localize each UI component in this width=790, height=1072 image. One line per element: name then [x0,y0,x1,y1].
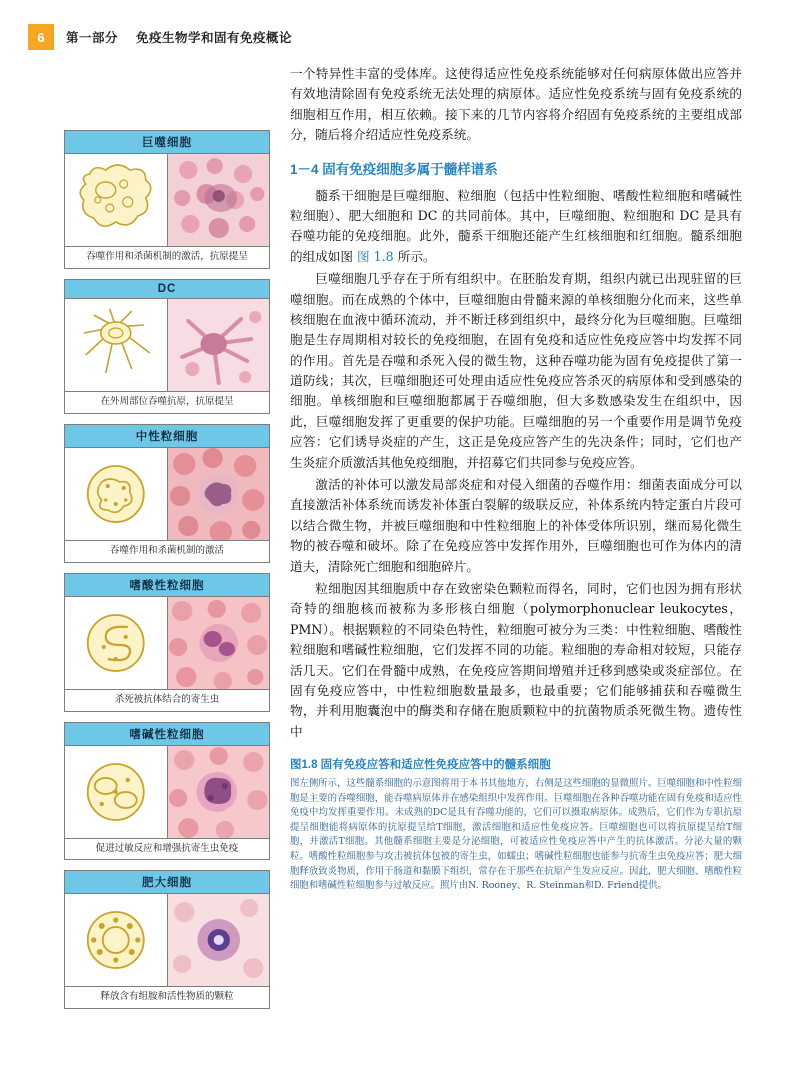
macrophage-drawing-icon [65,154,168,246]
page-number: 6 [28,24,54,50]
cell-caption: 促进过敏反应和增强抗寄生虫免疫 [65,838,269,860]
cell-caption: 吞噬作用和杀菌机制的激活，抗原提呈 [65,246,269,268]
header-title-group [66,28,292,46]
page-header [28,24,762,50]
cell-images [65,448,269,540]
paragraph-2-part-a: 髓系干细胞是巨噬细胞、粒细胞（包括中性粒细胞、嗜酸性粒细胞和嗜碱性粒细胞）、肥大细胞和 DC 的共同前体。其中，巨噬细胞、粒细胞和 DC 是具有吞噬功能的免疫细胞。此外，髓系干细胞还能产生红核细胞和红细胞。髓系细胞的组成如图 [290,187,742,264]
paragraph-5: 粒细胞因其细胞质中存在致密染色颗粒而得名，同时，它们也因为拥有形状奇特的细胞核而被称为多形核白细胞（polymorphonuclear leukocytes，PMN）。根据颗粒的不同染色特性，粒细胞可被分为三类：中性粒细胞、嗜酸性粒细胞和嗜碱性粒细胞，它们发挥不同的功能。粒细胞的寿命相对较短，只能存活几天。它们在骨髓中成熟，在免疫应答期间增殖并迁移到感染或炎症部位。在固有免疫应答中，中性粒细胞数量最多，也最重要；它们能够捕获和吞噬微生物，并利用胞囊泡中的酶类和存储在胞质颗粒中的抗菌物质杀死微生物。遗传性中 [290,580,742,739]
figure-1-8 [64,130,270,1019]
dendritic-cell-micrograph-icon [168,299,270,391]
figure-caption-text: 图左侧所示，这些髓系细胞的示意图将用于本书其他地方，右侧是这些细胞的显微照片。巨噬细胞和中性粒细胞是主要的吞噬细胞，能吞噬病原体并在感染组织中发挥作用。巨噬细胞在各种吞噬功能在固有免疫和适应性免疫中均发挥重要作用。未成熟的DC是具有吞噬功能的，它们可以摄取病原体。成熟后，它们作为专职抗原提呈细胞能将病原体的抗原提呈给T细胞，激活细胞和适应性免疫应答。巨噬细胞也可以将抗原提呈给T细胞，并激活T细胞。其他髓系细胞主要是分泌细胞，可被适应性免疫应答中产生的抗体激活。分泌大量的颗粒。嗜酸性粒细胞参与攻击被抗体包被的寄生虫，如蠕虫；嗜碱性粒细胞也能参与抗寄生虫免疫应答；肥大细胞释放致炎物质，作用于肠道和黏膜下组织，常存在于那些在抗原产生发应反应。因此，肥大细胞、嗜酸性粒细胞和嗜碱性粒细胞参与过敏反应。照片由N. Rooney、R. Steinman和D. Friend提供。 [290,778,742,892]
cell-title: 肥大细胞 [65,871,269,894]
cell-title: 中性粒细胞 [65,425,269,448]
cell-panel-dc [64,279,270,414]
paragraph-3: 巨噬细胞几乎存在于所有组织中。在胚胎发育期，组织内就已出现驻留的巨噬细胞。而在成熟的个体中，巨噬细胞由骨髓来源的单核细胞分化而来，这些单核细胞在血液中循环流动，并不断迁移到组织中，最终分化为巨噬细胞。巨噬细胞是生存周期相对较长的免疫细胞，在固有免疫和适应性免疫应答中均发挥不同的作用。首先是吞噬和杀死入侵的微生物，这种吞噬功能为固有免疫提供了第一道防线；其次，巨噬细胞还可处理由适应性免疫应答杀灭的病原体和受到感染的细胞。单核细胞和巨噬细胞都属于吞噬细胞，但大多数感染发生在组织中，因此，巨噬细胞发挥了更重要的保护功能。巨噬细胞的另一个重要作用是调节免疫应答：它们诱导炎症的产生，这正是免疫应答产生的先决条件；同时，它们也产生炎症介质激活其他免疫细胞，并招募它们共同参与免疫应答。 [290,271,742,470]
neutrophil-micrograph-icon [168,448,270,540]
section-heading: 1－4 固有免疫细胞多属于髓样谱系 [290,161,498,177]
dendritic-cell-drawing-icon [65,299,168,391]
cell-images [65,597,269,689]
cell-images [65,299,269,391]
cell-panel-basophil [64,722,270,861]
cell-title: 巨噬细胞 [65,131,269,154]
figure-caption-block [290,756,742,894]
cell-caption: 杀死被抗体结合的寄生虫 [65,689,269,711]
cell-caption: 释放含有组胺和活性物质的颗粒 [65,986,269,1008]
eosinophil-micrograph-icon [168,597,270,689]
neutrophil-drawing-icon [65,448,168,540]
macrophage-micrograph-icon [168,154,270,246]
body-text-column [290,64,742,894]
cell-title: 嗜碱性粒细胞 [65,723,269,746]
paragraph-1: 一个特异性丰富的受体库。这使得适应性免疫系统能够对任何病原体做出应答并有效地清除固有免疫系统无法处理的病原体。适应性免疫系统与固有免疫系统的细胞相互作用，相互依赖。接下来的几节内容将介绍固有免疫系统的主要组成部分，随后将介绍适应性免疫系统。 [290,66,742,143]
eosinophil-drawing-icon [65,597,168,689]
cell-title: DC [65,280,269,299]
figure-reference-link[interactable]: 图 1.8 [356,248,394,264]
mast-cell-drawing-icon [65,894,168,986]
cell-images [65,746,269,838]
figure-caption-title: 图1.8 固有免疫应答和适应性免疫应答中的髓系细胞 [290,759,551,772]
paragraph-4: 激活的补体可以激发局部炎症和对侵入细菌的吞噬作用：细菌表面成分可以直接激活补体系统而诱发补体蛋白裂解的级联反应，补体系统内特定蛋白片段可以结合微生物，并被巨噬细胞和中性粒细胞上的补体受体所识别，继而易化微生物的被吞噬和破坏。除了在免疫应答中发挥作用外，巨噬细胞也可作为体内的清道夫，清除死亡细胞和细胞碎片。 [290,477,742,574]
header-part-label: 第一部分 [66,31,119,45]
paragraph-2 [290,186,742,268]
mast-cell-micrograph-icon [168,894,270,986]
cell-caption: 在外周部位吞噬抗原，抗原提呈 [65,391,269,413]
paragraph-2-part-b: 所示。 [393,248,436,264]
cell-caption: 吞噬作用和杀菌机制的激活 [65,540,269,562]
header-chapter-title: 免疫生物学和固有免疫概论 [136,31,293,45]
basophil-drawing-icon [65,746,168,838]
cell-images [65,894,269,986]
cell-panel-neutrophil [64,424,270,563]
cell-panel-macrophage [64,130,270,269]
basophil-micrograph-icon [168,746,270,838]
cell-panel-eosinophil [64,573,270,712]
cell-images [65,154,269,246]
cell-title: 嗜酸性粒细胞 [65,574,269,597]
cell-panel-mast-cell [64,870,270,1009]
